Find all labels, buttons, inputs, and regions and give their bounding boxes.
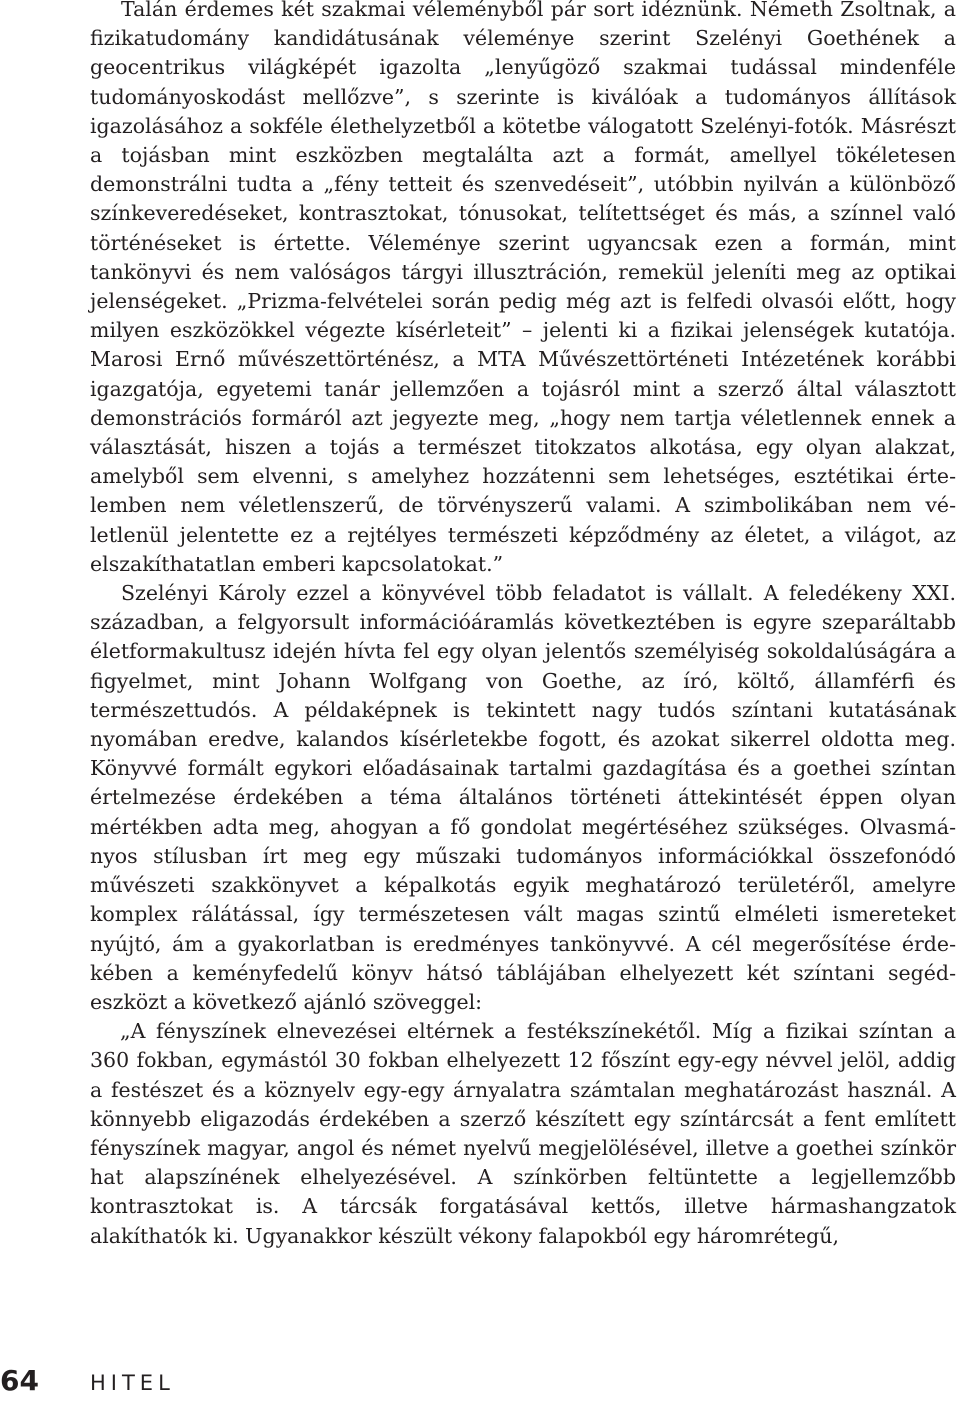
journal-name: HITEL — [90, 1371, 175, 1395]
article-body — [90, 0, 956, 1251]
page-footer — [0, 1361, 300, 1401]
page-number: 64 — [0, 1364, 39, 1397]
paragraph-book-tasks: Szelényi Károly ezzel a könyvével több feladatot is vállalt. A feledékeny XXI. században, a felgyorsult információáramlás következtében is egyre szeparáltabb életformakultusz idején hívta fel egy olyan jelentős személyiség sokoldalúságára a figyelmet, mint Johann Wolfgang von Goethe, az író, költő, államférfi és természettudós. A példaképnek is tekintett nagy tudós színtani kutatásának nyomában eredve, kalandos kísérletekbe fogott, és azokat sikerrel oldotta meg. Könyvvé formált egykori előadásainak tartalmi gazdagítása és a goethei színtan értelmezése érdekében a téma általános történeti áttekintését éppen olyan mértékben adta meg, ahogyan a fő gondolat megértéséhez szükséges. Olvasmányos stílusban írt meg egy műszaki tudományos információkkal összefonódó művészeti szakkönyvet a képalkotás egyik meghatározó területéről, amelyre komplex rálátással, így természetesen vált magas szintű elméleti ismereteket nyújtó, ám a gyakorlatban is eredményes tankönyvvé. A cél megerősítése érdekében a keményfedelű könyv hátsó táblájában elhelyezett két színtani segédeszközt a következő ajánló szöveggel: — [90, 581, 956, 1014]
paragraph-quote: „A fényszínek elnevezései eltérnek a festékszínekétől. Míg a fizikai színtan a 360 fokban, egymástól 30 fokban elhelyezett 12 főszínt egy-egy névvel jelöl, addig a festészet és a köznyelv egy-egy árnyalatra számtalan meghatározást használ. A könnyebb eligazodás érdekében a szerző készített egy színtárcsát a fent említett fényszínek magyar, angol és német nyelvű megjelölésével, illetve a goethei színkör hat alapszínének elhelyezésével. A színkörben feltüntette a legjellemzőbb kontrasztokat is. A tárcsák forgatásával kettős, illetve hármashangzatok alakíthatók ki. Ugyanakkor készült vékony falapokból egy háromrétegű, — [90, 1019, 956, 1248]
paragraph-opinions: Talán érdemes két szakmai véleményből pár sort idéznünk. Németh Zsoltnak, a fizikatudomány kandidátusának véleménye szerint Szelényi Goethének a geocentrikus világképét igazolta „lenyűgöző szakmai tudással mindenféle tudományoskodást mellőzve”, s szerinte is kiválóak a tudományos állítások igazolásához a sokféle élethelyzetből a kötetbe válogatott Szelényi-fotók. Másrészt a tojásban mint eszközben megtalálta azt a formát, amellyel tökéletesen demonstrálni tudta a „fény tetteit és szenvedéseit”, utóbbin nyilván a különböző színkeveredéseket, kontrasztokat, tónusokat, telítettséget és más, a színnel való történéseket is értette. Véleménye szerint ugyancsak ezen a formán, mint tankönyvi és nem valóságos tárgyi illusztráción, remekül jeleníti meg az optikai jelenségeket. „Prizma-felvételei során pedig még azt is felfedi olvasói előtt, hogy milyen eszközökkel végezte kísérleteit” – jelenti ki a fizikai jelenségek kutatója. Marosi Ernő művészettörténész, a MTA Művészettörténeti Intézetének korábbi igazgatója, egyetemi tanár jellemzően a tojásról mint a szerző által választott demonstrációs formáról azt jegyezte meg, „hogy nem tartja véletlennek ennek a választását, hiszen a tojás a természet titokzatos alkotása, egy olyan alakzat, amelyből sem elvenni, s amelyhez hozzátenni sem lehetséges, esztétikai értelemben nem véletlenszerű, de törvényszerű valami. A szimbolikában nem véletlenül jelentette ez a rejtélyes természeti képződmény az életet, a világot, az elszakíthatatlan emberi kapcsolatokat.” — [90, 0, 956, 576]
